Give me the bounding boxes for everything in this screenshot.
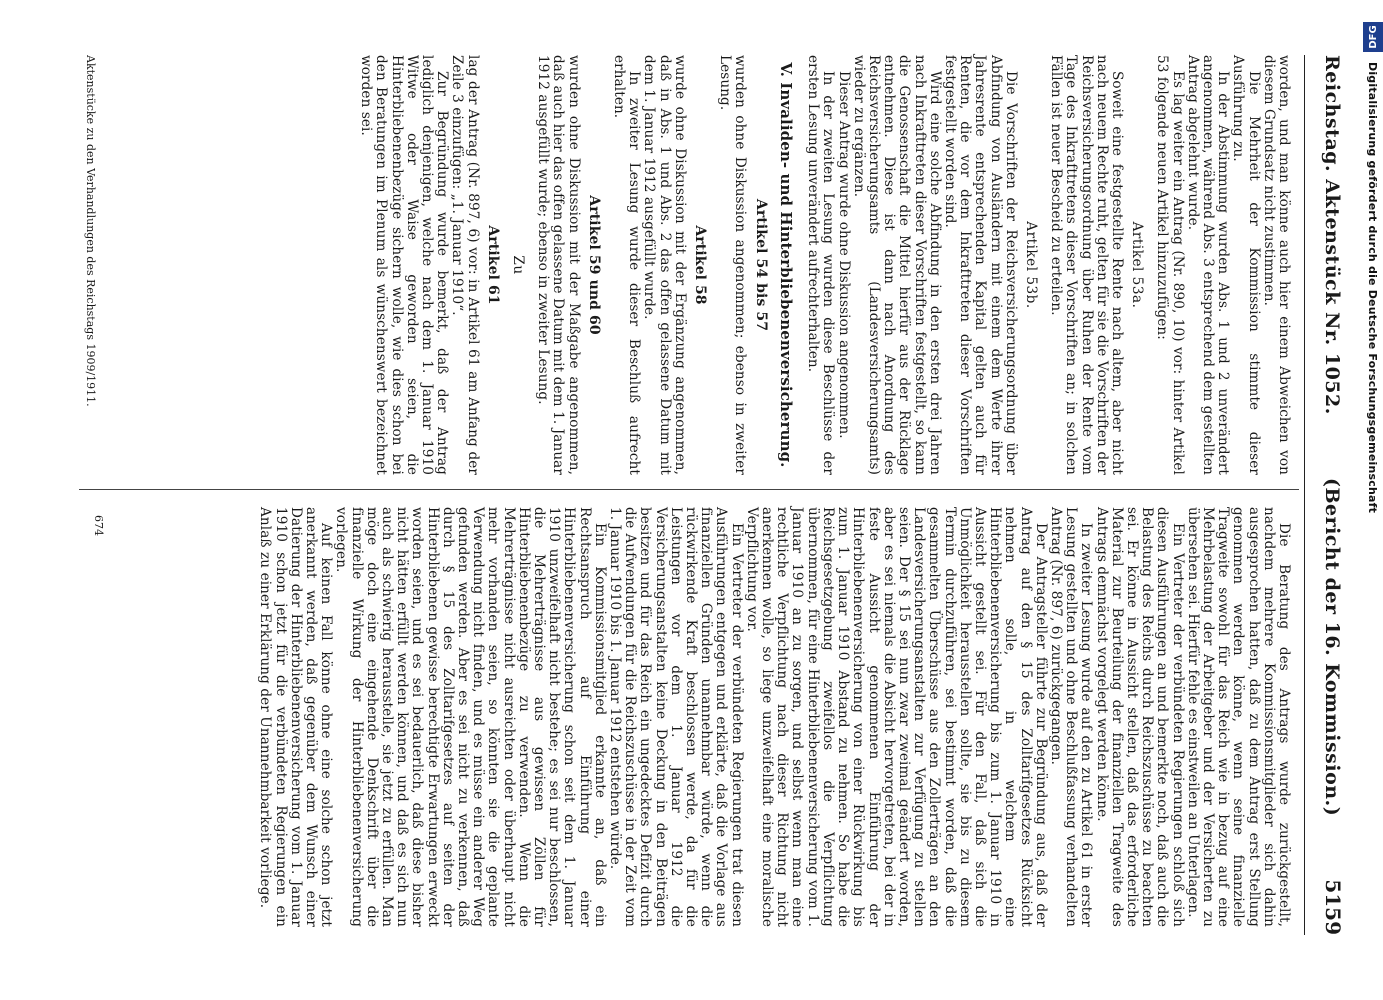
- dfg-logo: DFG: [1363, 22, 1383, 52]
- document-page: [65, 55, 1345, 935]
- left-column: [358, 55, 1291, 475]
- paragraph: Ein Vertreter der verbündeten Regierungen trat diesen Ausführungen entgegen und erklärte, daß die Vorlage aus finanziellen Gründen unannehmbar würde, wenn die rückwirkende Kraft beschlossen werde, da für die Leistungen vor dem 1. Januar 1912 die Versicherungsanstalten keine Deckung in den Beiträgen besitzen und für das Reich ein ungedecktes Defizit durch die Aufwendungen für die Reichszuschüsse in der Zeit vom 1. Januar 1910 bis 1. Januar 1912 entstehen würde.: [607, 507, 745, 927]
- zu-label: Zu: [510, 255, 527, 275]
- paragraph: Ein Kommissionsmitglied erkannte an, daß ein Rechtsanspruch auf Einführung einer Hinterbliebenenversicherung schon seit dem 1. Januar 1910 unzweifelhaft nicht bestehe; es sei nur beschlossen, die Mehrerträgnisse aus gewissen Zöllen für Hinterbliebenenbezüge zu verwenden. Wenn die Mehrerträgnisse nicht ausreichten oder überhaupt nicht mehr vorhanden seien, so könnten sie die geplante Verwendung nicht finden, und es müsse ein anderer Weg gefunden werden. Aber es sei nicht zu verkennen, daß durch § 15 des Zolltarifgesetzes auf seiten der Hinterbliebenen gewisse berechtigte Erwartungen erweckt worden seien, und es sei bedauerlich, daß diese bisher nicht hätten erfüllt werden können, und daß es sich nun auch als schwierig herausstelle, sie jetzt zu erfüllen. Man möge doch eine eingehende Denkschrift über die finanzielle Wirkung der Hinterbliebenenversicherung vorlegen.: [333, 507, 608, 927]
- paragraph: Soweit eine festgestellte Rente nach altem, aber nicht nach neuem Rechte ruht, gelten für sie die Vorschriften der Reichsversicherungsordnung über Ruhen der Rente vom Tage des Inkrafttretens dieser Vorschriften an; in solchen Fällen ist neuer Bescheid zu erteilen.: [1048, 55, 1125, 475]
- digitization-banner: [1359, 2, 1383, 992]
- paragraph: Die Beratung des Antrags wurde zurückgestellt, nachdem mehrere Kommissionsmitglieder sich dahin ausgesprochen hatten, daß zu dem Antrag erst Stellung genommen werden könne, wenn seine finanzielle Tragweite sowohl für das Reich wie in bezug auf eine Mehrbelastung der Arbeitgeber und der Versicherten zu übersehen sei. Hierfür fehle es einstweilen an Unterlagen.: [1184, 507, 1292, 927]
- footer-source: Aktenstücke zu den Verhandlungen des Reichstags 1909/1911.: [84, 55, 97, 407]
- header-rule: [1304, 55, 1305, 935]
- paragraph: Zur Begründung wurde bemerkt, daß der Antrag lediglich denjenigen, welche nach dem 1. Januar 1910 Witwe oder Waise geworden seien, die Hinterbliebenenbezüge sichern wolle, wie dies schon bei den Beratungen im Plenum als wünschenswert bezeichnet worden sei.: [358, 55, 451, 475]
- paragraph: In der Abstimmung wurden Abs. 1 und 2 unverändert angenommen, während Abs. 3 entsprechend dem gestellten Antrag abgelehnt wurde.: [1184, 55, 1232, 475]
- page-footer: [84, 55, 97, 935]
- paragraph: wurden ohne Diskussion angenommen; ebenso in zweiter Lesung.: [717, 55, 749, 475]
- section-heading: V. Invaliden- und Hinterbliebenenversicherung.: [776, 62, 795, 468]
- page-header: [1305, 55, 1345, 935]
- signature-number: 674: [92, 515, 105, 536]
- right-column: [257, 507, 1291, 927]
- paragraph: wurde ohne Diskussion mit der Ergänzung angenommen, daß in Abs. 1 und Abs. 2 das offen gelassene Datum mit dem 1. Januar 1912 ausgefüllt wurde.: [641, 55, 688, 475]
- paragraph: Auf keinen Fall könne ohne eine solche schon jetzt anerkannt werden, daß gegenüber dem Wunsch einer Datierung der Hinterbliebenenversicherung vom 1. Januar 1910 schon jetzt für die verbündeten Regierungen ein Anlaß zu einer Erklärung der Unannehmbarkeit vorliege.: [257, 507, 335, 927]
- article-heading: Artikel 54 bis 57: [752, 198, 769, 332]
- paragraph: In zweiter Lesung wurde auf den zu Artikel 61 in erster Lesung gestellten und ohne Beschlußfassung verhandelten Antrag (Nr. 897, 6) zurückgegangen.: [1047, 507, 1095, 927]
- column-divider: [79, 489, 1299, 490]
- digitization-note: Digitalisierung gefördert durch die Deutsche Forschungsgemeinschaft: [1366, 62, 1379, 514]
- article-heading: Artikel 59 und 60: [585, 195, 602, 335]
- header-commission: (Bericht der 16. Kommission.): [1321, 477, 1343, 817]
- paragraph: Die Mehrheit der Kommission stimmte dieser Ausführung zu.: [1230, 55, 1262, 475]
- paragraph: In zweiter Lesung wurde dieser Beschluß aufrecht erhalten.: [611, 55, 643, 475]
- paragraph: Dieser Antrag wurde ohne Diskussion angenommen.: [835, 71, 852, 439]
- paragraph: Es lag weiter ein Antrag (Nr. 890, 10) vor: hinter Artikel 53 folgende neuen Artikel hinzuzufügen:: [1154, 55, 1186, 475]
- article-heading: Artikel 58: [692, 225, 709, 305]
- paragraph: lag der Antrag (Nr. 897, 6) vor: in Artikel 61 am Anfang der Zeile 3 einzufügen: „1. Januar 1910“.: [449, 55, 481, 475]
- paragraph: Der Antragsteller führte zur Begründung aus, daß der Antrag auf den § 15 des Zolltarifgesetzes Rücksicht nehmen solle, in welchem eine Hinterbliebenenversicherung bis zum 1. Januar 1910 in Aussicht gestellt sei. Für den Fall, daß sich die Unmöglichkeit herausstellen sollte, sie bis zu diesem Termin durchzuführen, sei bestimmt worden, daß die gesammelten Überschüsse aus den Zollerträgen an den Landesversicherungsanstalten zur Verfügung zu stellen seien. Der § 15 sei nun zwar zweimal geändert worden, aber es sei niemals die Absicht hervorgetreten, bei der in feste Aussicht genommenen Einführung der Hinterbliebenenversicherung von einer Rückwirkung bis zum 1. Januar 1910 Abstand zu nehmen. So habe die Reichsgesetzgebung zweifellos die Verpflichtung übernommen, für eine Hinterbliebenenversicherung vom 1. Januar 1910 an zu sorgen, und selbst wenn man eine rechtliche Verpflichtung nach dieser Richtung nicht anerkennen wolle, so liege unzweifelhaft eine moralische Verpflichtung vor.: [743, 507, 1049, 927]
- article-heading: Artikel 53b.: [1022, 221, 1039, 309]
- page-number: 5159: [1321, 879, 1345, 935]
- paragraph: Ein Vertreter der verbündeten Regierungen schloß sich diesen Ausführungen an und bemerkte noch, daß auch die Belastung des Reichs durch Reichszuschüsse zu beachten sei. Er könne in Aussicht stellen, daß das erforderliche Material zur Beurteilung der finanziellen Tragweite des Antrags demnächst vorgelegt werden könne.: [1093, 507, 1186, 927]
- article-heading: Artikel 53a.: [1129, 221, 1146, 309]
- paragraph: Die Vorschriften der Reichsversicherungsordnung über Abfindung von Ausländern mit einem dem Werte ihrer Jahresrente entsprechenden Kapital gelten auch für Renten, die vor dem Inkrafttreten dieser Vorschriften festgestellt worden sind.: [941, 55, 1019, 475]
- article-heading: Artikel 61: [484, 225, 501, 305]
- paragraph: worden, und man könne auch hier einem Abweichen von diesem Grundsatz nicht zustimmen.: [1260, 55, 1292, 475]
- paragraph: Wird eine solche Abfindung in den ersten drei Jahren nach Inkrafttreten dieser Vorschriften festgestellt, so kann die Genossenschaft die Mittel hierfür aus der Rücklage entnehmen. Diese ist dann nach Anordnung des Reichsversicherungsamts (Landesversicherungsamts) wieder zu ergänzen.: [850, 55, 943, 475]
- paragraph: wurden ohne Diskussion mit der Maßgabe angenommen, daß auch hier das offen gelassene Datum mit dem 1. Januar 1912 ausgefüllt wurde; ebenso in zweiter Lesung.: [535, 55, 582, 475]
- paragraph: In der zweiten Lesung wurden diese Beschlüsse der ersten Lesung unverändert aufrechterhalten.: [805, 55, 837, 475]
- header-title: Reichstag. Aktenstück Nr. 1052.: [1321, 55, 1343, 415]
